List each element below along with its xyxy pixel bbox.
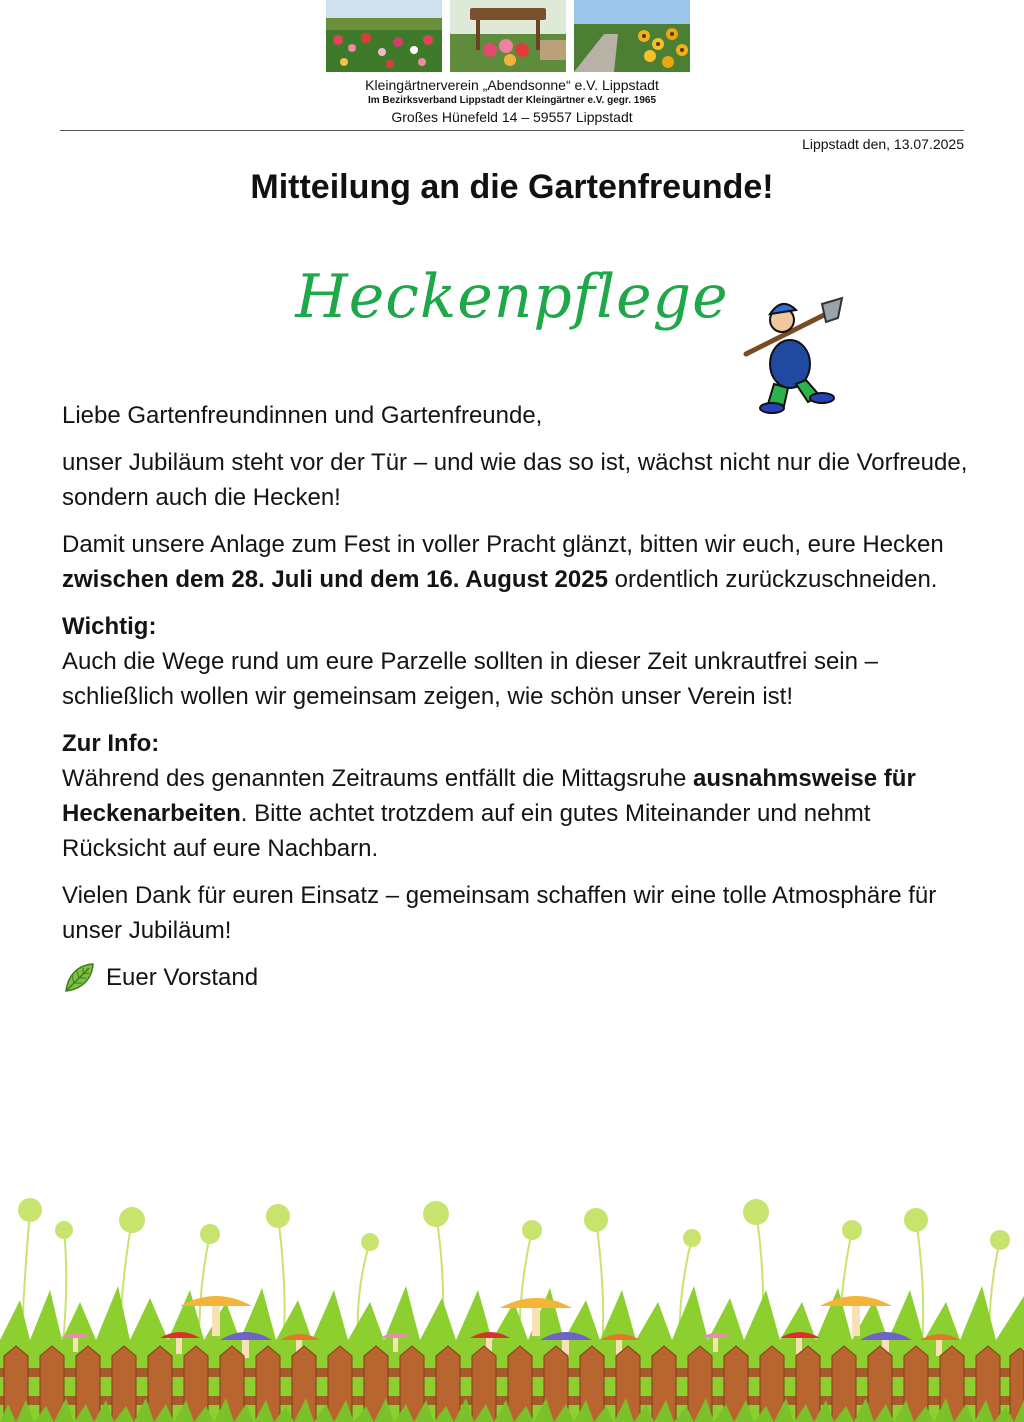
hedge-dates-text-end: ordentlich zurückzuschneiden.: [607, 566, 938, 593]
meadow-fence-illustration: [0, 1190, 1024, 1422]
thanks-text: Vielen Dank für euren Einsatz – gemeinsam schaffen wir eine tolle Atmosphäre für unser Jubiläum!: [62, 882, 937, 944]
info-text-emphasis: ausnahmsweise für Heckenarbeiten: [62, 765, 916, 827]
important-text: Auch die Wege rund um eure Parzelle sollten in dieser Zeit unkrautfrei sein – schließlich wollen wir gemeinsam zeigen, wie schön unser Verein ist!: [62, 648, 878, 710]
organization-name: Kleingärtnerverein „Abendsonne“ e.V. Lippstadt: [365, 77, 659, 93]
paragraph-jubilee: unser Jubiläum steht vor der Tür – und wie das so ist, wächst nicht nur die Vorfreude, sondern auch die Hecken!: [62, 449, 968, 511]
organization-info: [0, 77, 1024, 126]
paragraph-hedge-dates: [62, 527, 972, 597]
letter-date: Lippstadt den, 13.07.2025: [802, 136, 964, 152]
organization-subtitle: Im Bezirksverband Lippstadt der Kleingärtner e.V. gegr. 1965: [367, 95, 657, 106]
info-text-end: . Bitte achtet trotzdem auf ein gutes Miteinander und nehmt Rücksicht auf eure Nachbarn.: [62, 800, 871, 862]
important-heading-text: Wichtig:: [62, 613, 157, 640]
letter-body: [62, 398, 972, 995]
greeting: Liebe Gartenfreundinnen und Gartenfreunde,: [62, 402, 543, 429]
header-photos: [326, 0, 700, 72]
signature-text: Euer Vorstand: [106, 964, 259, 991]
organization-address: Großes Hünefeld 14 – 59557 Lippstadt: [391, 109, 633, 125]
garden-sign-photo: [450, 0, 566, 72]
header-divider: [60, 130, 964, 131]
hedge-dates-text-start: Damit unsere Anlage zum Fest in voller Pracht glänzt, bitten wir euch, eure Hecken: [62, 531, 944, 558]
info-heading: [62, 726, 972, 761]
info-text: [62, 761, 972, 866]
headline: Mitteilung an die Gartenfreunde!: [250, 168, 774, 206]
leaf-icon: [62, 961, 96, 995]
important-heading: [62, 609, 972, 644]
hedge-dates-period: zwischen dem 28. Juli und dem 16. August 2025: [62, 566, 608, 593]
signature: [62, 960, 972, 995]
notice-title: Heckenpflege: [295, 262, 729, 332]
info-text-start: Während des genannten Zeitraums entfällt die Mittagsruhe: [62, 765, 694, 792]
info-heading-text: Zur Info:: [62, 730, 160, 757]
sunflower-path-photo: [574, 0, 690, 72]
flower-garden-photo: [326, 0, 442, 72]
